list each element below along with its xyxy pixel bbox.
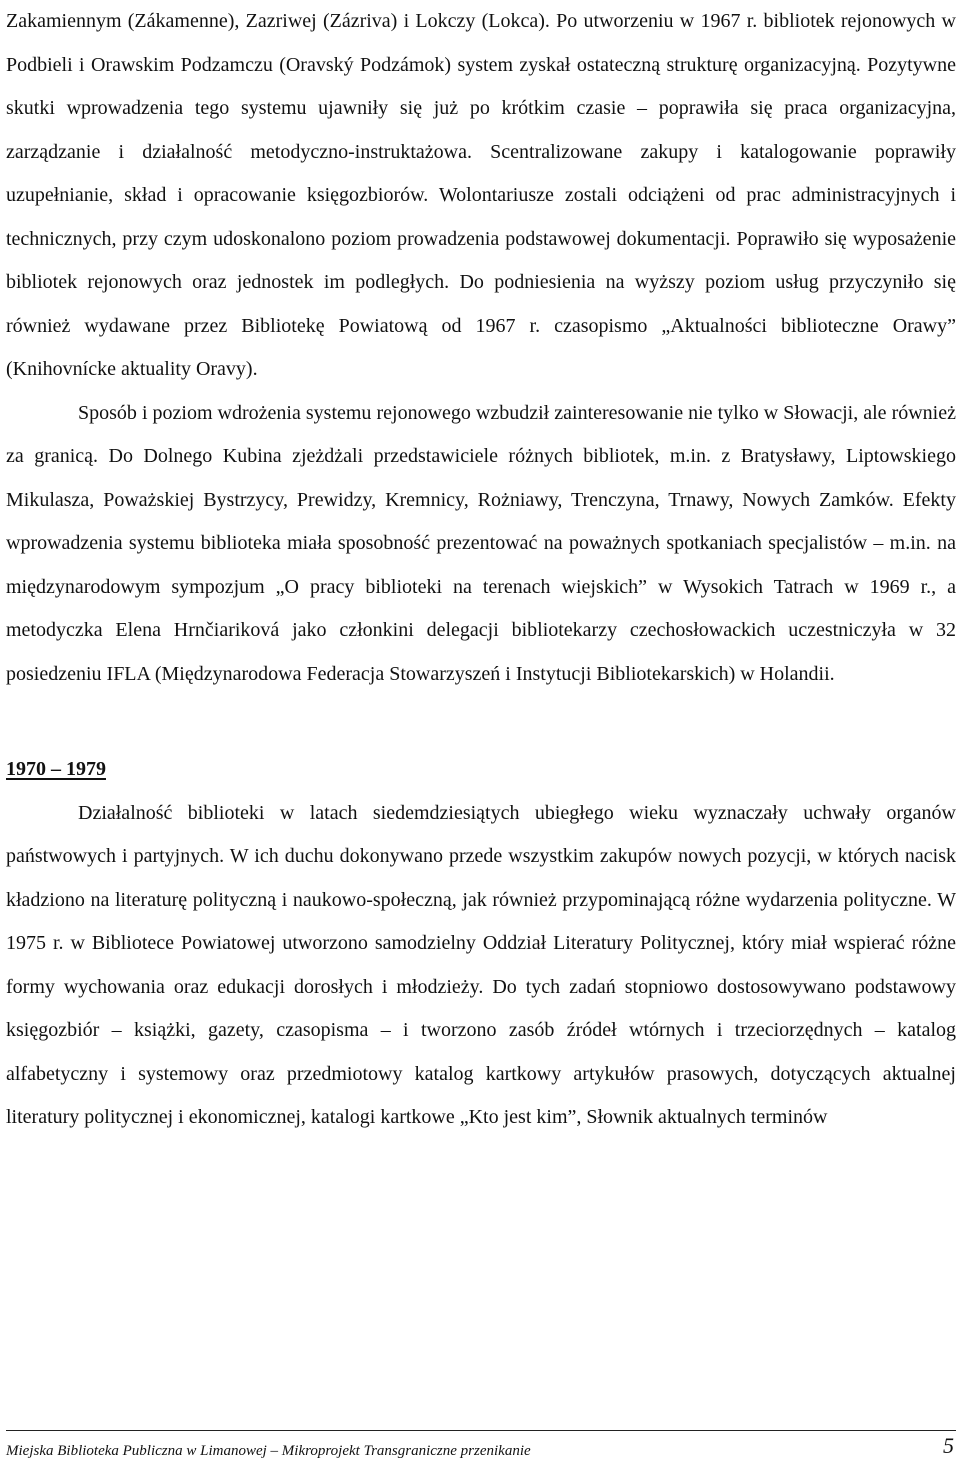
body-paragraph-2: Sposób i poziom wdrożenia systemu rejonowego wzbudził zainteresowanie nie tylko w Słowacji, ale również za granicą. Do Dolnego Kubina zjeżdżali przedstawiciele różnych bibliotek, m.in. z Bratysławy, Liptowskiego Mikulasza, Poważskiej Bystrzycy, Prewidzy, Kremnicy, Rożniawy, Trenczyna, Trnawy, Nowych Zamków. Efekty wprowadzenia systemu biblioteka miała sposobność prezentować na poważnych spotkaniach specjalistów – m.in. na międzynarodowym sympozjum „O pracy biblioteki na terenach wiejskich” w Wysokich Tatrach w 1969 r., a metodyczka Elena Hrnčiariková jako członkini delegacji bibliotekarzy czechosłowackich uczestniczyła w 32 posiedzeniu IFLA (Międzynarodowa Federacja Stowarzyszeń i Instytucji Bibliotekarskich) w Holandii. bbox=[6, 401, 956, 685]
document-page bbox=[6, 0, 956, 1140]
section-paragraph: Działalność biblioteki w latach siedemdziesiątych ubiegłego wieku wyznaczały uchwały organów państwowych i partyjnych. W ich duchu dokonywano przede wszystkim zakupów nowych pozycji, w których nacisk kładziono na literaturę polityczną i naukowo-społeczną, jak również przypominającą różne wydarzenia polityczne. W 1975 r. w Bibliotece Powiatowej utworzono samodzielny Oddział Literatury Politycznej, który miał wspierać różne formy wychowania oraz edukacji dorosłych i młodzieży. Do tych zadań stopniowo dostosowywano podstawowy księgozbiór – książki, gazety, czasopisma – i tworzono zasób źródeł wtórnych i trzeciorzędnych – katalog alfabetyczny i systemowy oraz przedmiotowy katalog kartkowy artykułów prasowych, dotyczących aktualnej literatury politycznej i ekonomicznej, katalogi kartkowe „Kto jest kim”, Słownik aktualnych terminów bbox=[6, 801, 956, 1128]
body-paragraph-1: Zakamiennym (Zákamenne), Zazriwej (Zázriva) i Lokczy (Lokca). Po utworzeniu w 1967 r. bibliotek rejonowych w Podbieli i Orawskim Podzamczu (Oravský Podzámok) system zyskał ostateczną strukturę organizacyjną. Pozytywne skutki wprowadzenia tego systemu ujawniły się już po krótkim czasie – poprawiła się praca organizacyjna, zarządzanie i działalność metodyczno-instruktażowa. Scentralizowane zakupy i katalogowanie poprawiły uzupełnianie, skład i opracowanie księgozbiorów. Wolontariusze zostali odciążeni od prac administracyjnych i technicznych, przy czym udoskonalono poziom prowadzenia podstawowej dokumentacji. Poprawiło się wyposażenie bibliotek rejonowych oraz jednostek im podległych. Do podniesienia na wyższy poziom usług przyczyniło się również wydawane przez Bibliotekę Powiatową od 1967 r. czasopismo „Aktualności biblioteczne Orawy” (Knihovnícke aktuality Oravy). bbox=[6, 10, 956, 380]
page-number: 5 bbox=[943, 1433, 954, 1458]
section-heading: 1970 – 1979 bbox=[6, 758, 106, 780]
page-footer bbox=[6, 1430, 956, 1469]
footer-caption: Miejska Biblioteka Publiczna w Limanowej – Mikroprojekt Transgraniczne przenikanie bbox=[6, 1443, 531, 1459]
